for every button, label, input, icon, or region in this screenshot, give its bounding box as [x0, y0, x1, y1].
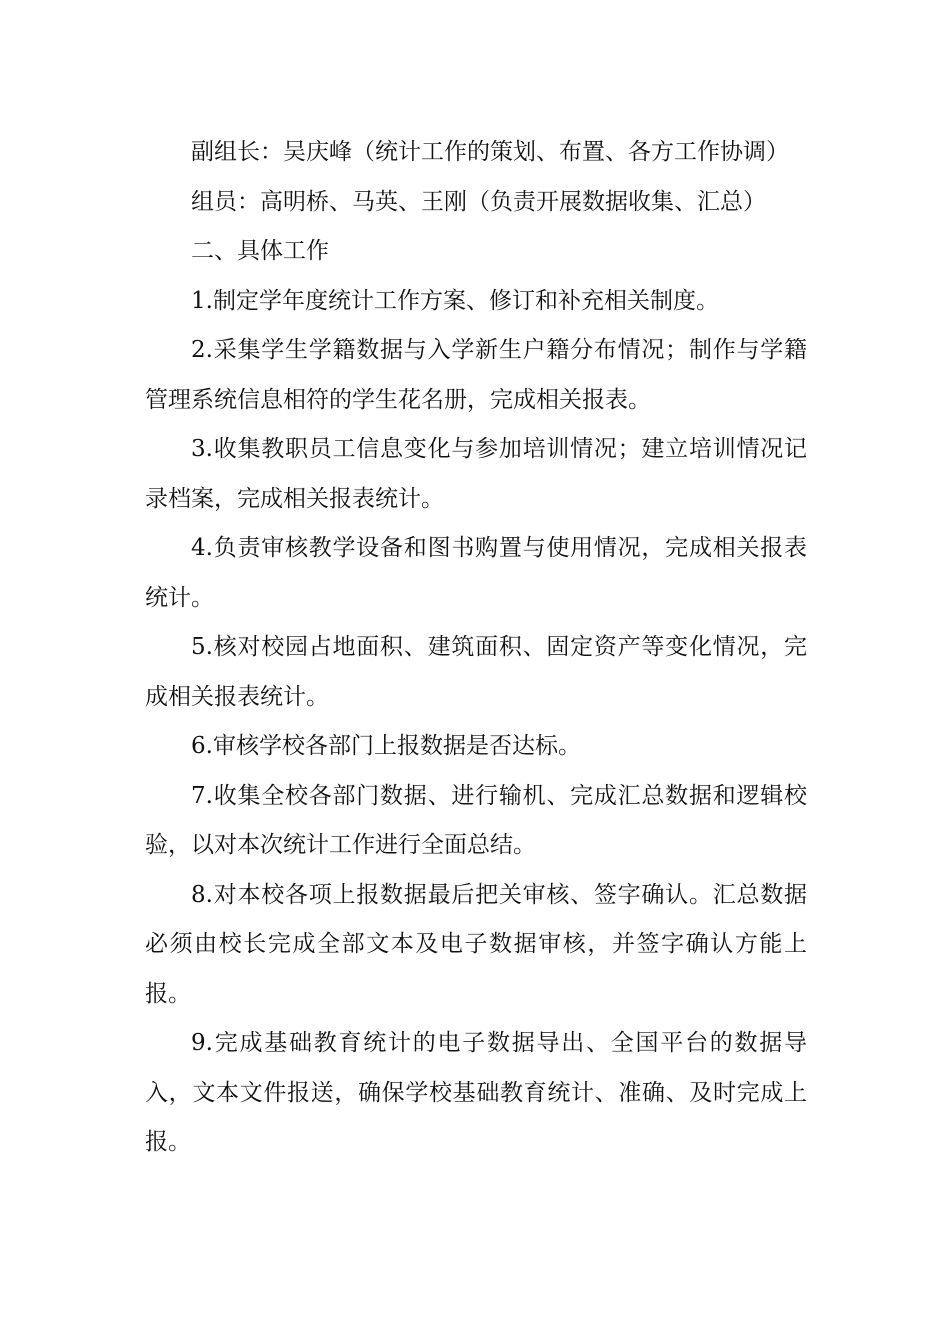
paragraph-deputy-leader: 副组长：吴庆峰（统计工作的策划、布置、各方工作协调） [191, 139, 789, 165]
list-item: 3.收集教职员工信息变化与参加培训情况；建立培训情况记录档案，完成相关报表统计。 [145, 436, 807, 512]
paragraph-members: 组员：高明桥、马英、王刚（负责开展数据收集、汇总） [191, 188, 766, 215]
document-body [145, 128, 807, 1168]
list-item: 7.收集全校各部门数据、进行输机、完成汇总数据和逻辑校验，以对本次统计工作进行全面总结。 [145, 782, 807, 858]
list-item: 8.对本校各项上报数据最后把关审核、签字确认。汇总数据必须由校长完成全部文本及电子数据审核，并签字确认方能上报。 [145, 881, 807, 1007]
list-item: 9.完成基础教育统计的电子数据导出、全国平台的数据导入，文本文件报送，确保学校基础教育统计、准确、及时完成上报。 [145, 1030, 807, 1155]
list-item: 6.审核学校各部门上报数据是否达标。 [191, 733, 581, 759]
section-heading: 二、具体工作 [191, 238, 329, 264]
list-item: 5.核对校园占地面积、建筑面积、固定资产等变化情况，完成相关报表统计。 [145, 634, 807, 710]
list-item: 2.采集学生学籍数据与入学新生户籍分布情况；制作与学籍管理系统信息相符的学生花名册，完成相关报表。 [145, 337, 807, 413]
list-item: 1.制定学年度统计工作方案、修订和补充相关制度。 [191, 287, 719, 314]
list-item: 4.负责审核教学设备和图书购置与使用情况，完成相关报表统计。 [145, 535, 807, 611]
